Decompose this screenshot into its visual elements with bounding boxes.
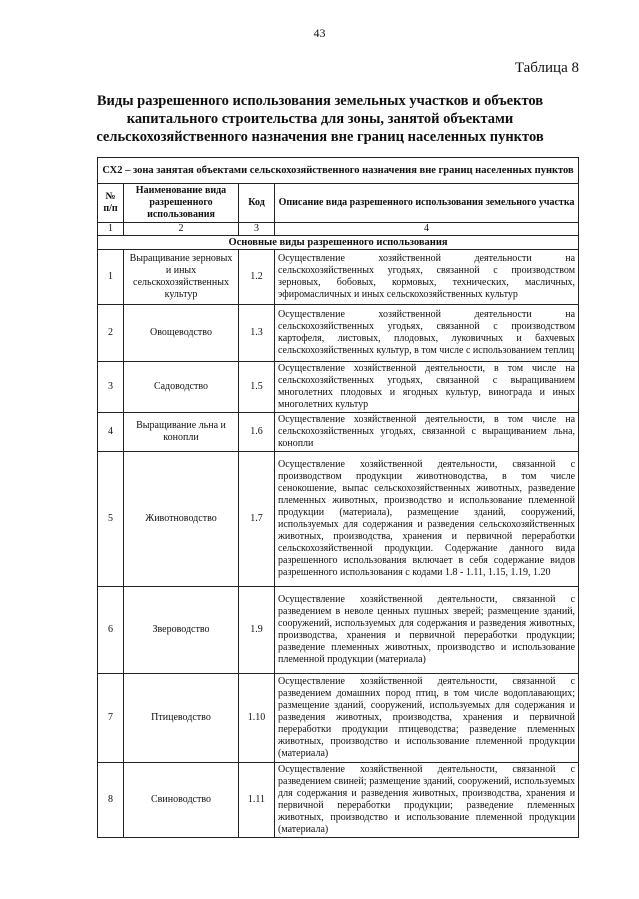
column-index-row (98, 223, 579, 236)
table-row (98, 452, 579, 587)
page-number: 43 (313, 26, 326, 40)
row-use-name: Свиноводство (124, 763, 239, 838)
row-use-code: 1.7 (239, 452, 275, 587)
row-use-name: Выращивание зерновых и иных сельскохозяйственных культур (124, 250, 239, 305)
table-label: Таблица 8 (514, 60, 579, 76)
column-index: 3 (239, 223, 275, 236)
column-header-row (98, 184, 579, 223)
row-use-code: 1.11 (239, 763, 275, 838)
row-number: 5 (98, 452, 124, 587)
row-use-code: 1.3 (239, 305, 275, 362)
row-use-name: Выращивание льна и конопли (124, 413, 239, 452)
row-use-description: Осуществление хозяйственной деятельности, связанной с разведением домашних пород птиц, в том числе водоплавающих; размещение зданий, сооружений, используемых для содержания и разведения животных, производства, хранения и первичной переработки продукции птицеводства; разведение племенных животных, производство и использование племенной продукции (материала) (275, 674, 579, 763)
row-use-name: Звероводство (124, 587, 239, 674)
section-title: Основные виды разрешенного использования (98, 236, 579, 250)
table-row (98, 674, 579, 763)
table-row (98, 763, 579, 838)
row-use-description: Осуществление хозяйственной деятельности, в том числе на сельскохозяйственных угодьях, связанной с выращиванием многолетних плодовых и ягодных культур, винограда и иных многолетних культур (275, 362, 579, 413)
row-use-code: 1.2 (239, 250, 275, 305)
document-title: Виды разрешенного использования земельных участков и объектов капитального строительства для зоны, занятой объектами сельскохозяйственного назначения вне границ населенных пунктов (96, 93, 544, 145)
row-number: 8 (98, 763, 124, 838)
row-use-description: Осуществление хозяйственной деятельности, связанной с разведением свиней; размещение зданий, сооружений, используемых для содержания и разведения животных, производства, хранения и первичной переработки продукции; разведение племенных животных, производство и использование племенной продукции (материала) (275, 763, 579, 838)
row-number: 1 (98, 250, 124, 305)
row-use-code: 1.9 (239, 587, 275, 674)
row-number: 3 (98, 362, 124, 413)
row-use-name: Животноводство (124, 452, 239, 587)
column-index: 1 (98, 223, 124, 236)
row-use-code: 1.5 (239, 362, 275, 413)
row-use-name: Овощеводство (124, 305, 239, 362)
column-header-name: Наименование вида разрешенного использования (124, 184, 239, 223)
column-header-desc: Описание вида разрешенного использования земельного участка (275, 184, 579, 223)
row-number: 4 (98, 413, 124, 452)
row-number: 2 (98, 305, 124, 362)
zone-header: СХ2 – зона занятая объектами сельскохозяйственного назначения вне границ населенных пунктов (98, 158, 579, 184)
row-use-code: 1.6 (239, 413, 275, 452)
row-use-code: 1.10 (239, 674, 275, 763)
row-use-name: Садоводство (124, 362, 239, 413)
land-use-table (97, 157, 579, 838)
column-index: 2 (124, 223, 239, 236)
row-use-description: Осуществление хозяйственной деятельности, связанной с производством продукции животноводства, в том числе сенокошение, выпас сельскохозяйственных животных, разведение племенных животных, производство и использование племенной продукции (материала), размещение зданий, сооружений, используемых для содержания и разведения сельскохозяйственных животных, производства, хранения и первичной переработки сельскохозяйственной продукции. Содержание данного вида разрешенного использования включает в себя содержание видов разрешенного использования с кодами 1.8 - 1.11, 1.15, 1.19, 1.20 (275, 452, 579, 587)
column-header-code: Код (239, 184, 275, 223)
row-number: 6 (98, 587, 124, 674)
table-row (98, 250, 579, 305)
row-use-name: Птицеводство (124, 674, 239, 763)
column-index: 4 (275, 223, 579, 236)
table-row (98, 305, 579, 362)
row-use-description: Осуществление хозяйственной деятельности, связанной с разведением в неволе ценных пушных зверей; размещение зданий, сооружений, используемых для содержания и разведения животных, производства, хранения и первичной переработки продукции; разведение племенных животных, производство и использование племенной продукции (материала) (275, 587, 579, 674)
section-header-row (98, 236, 579, 250)
table-row (98, 362, 579, 413)
row-number: 7 (98, 674, 124, 763)
row-use-description: Осуществление хозяйственной деятельности на сельскохозяйственных угодьях, связанной с производством картофеля, листовых, плодовых, луковичных и бахчевых сельскохозяйственных культур, в том числе с использованием теплиц (275, 305, 579, 362)
row-use-description: Осуществление хозяйственной деятельности на сельскохозяйственных угодьях, связанной с производством зерновых, бобовых, кормовых, технических, масличных, эфиромасличных и иных сельскохозяйственных культур (275, 250, 579, 305)
table-row (98, 587, 579, 674)
zone-header-row (98, 158, 579, 184)
table-row (98, 413, 579, 452)
column-header-num: № п/п (98, 184, 124, 223)
row-use-description: Осуществление хозяйственной деятельности, в том числе на сельскохозяйственных угодьях, связанной с выращиванием льна, конопли (275, 413, 579, 452)
